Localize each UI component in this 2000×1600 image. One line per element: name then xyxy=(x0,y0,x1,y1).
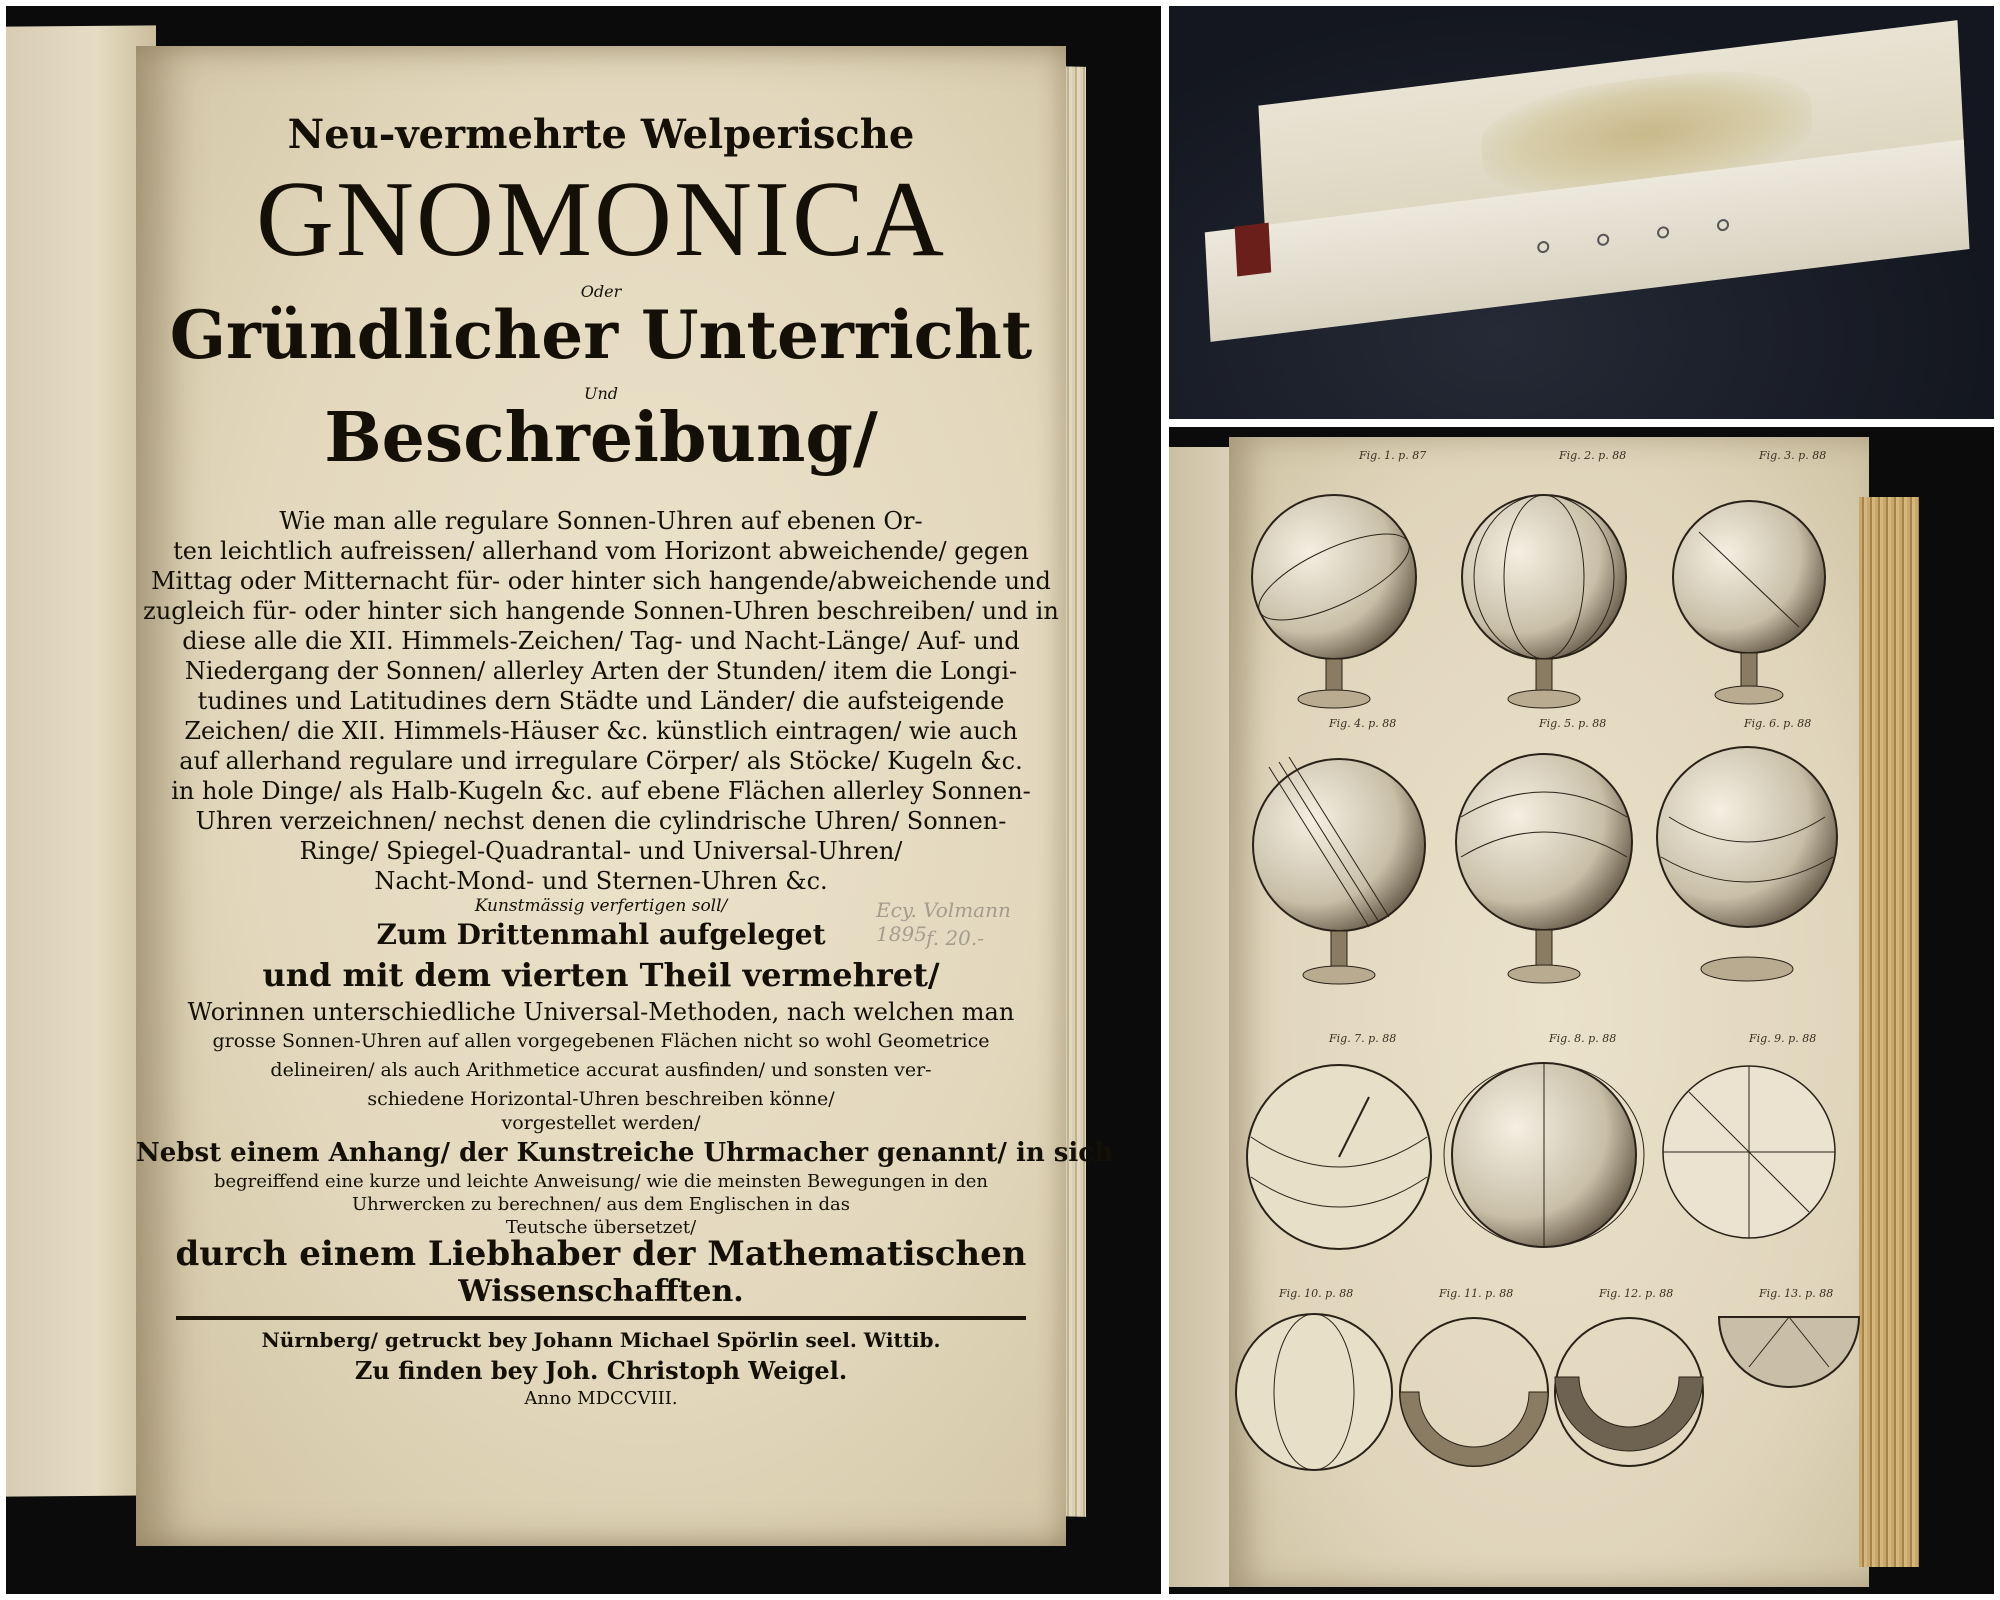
title-wissenschafften: Wissenschafften. xyxy=(458,1274,744,1309)
body-line: diese alle die XII. Himmels-Zeichen/ Tag- und Nacht-Länge/ Auf- und xyxy=(182,627,1020,655)
figure-label: Fig. 3. p. 88 xyxy=(1759,449,1827,462)
body-line: delineiren/ als auch Arithmetice accurat ausfinden/ und sonsten ver- xyxy=(270,1059,932,1081)
dial-fig-13 xyxy=(1719,1317,1859,1387)
body-line: Niedergang der Sonnen/ allerley Arten der Stunden/ item die Longi- xyxy=(184,657,1018,685)
globe-fig-5 xyxy=(1456,754,1632,983)
title-und: Und xyxy=(583,384,619,403)
figure-label: Fig. 9. p. 88 xyxy=(1749,1032,1817,1045)
imprint-year: Anno MDCCVIII. xyxy=(524,1388,678,1409)
title-description-3 xyxy=(136,1170,1066,1239)
globe-fig-6 xyxy=(1657,747,1837,981)
title-drittenmahl: Zum Drittenmahl aufgeleget xyxy=(376,918,826,951)
body-line: schiedene Horizontal-Uhren beschreiben könne/ xyxy=(367,1088,835,1110)
title-grundlicher-unterricht: Gründlicher Unterricht xyxy=(169,296,1033,374)
body-line: zugleich für- oder hinter sich hangende Sonnen-Uhren beschreiben/ und in xyxy=(143,597,1059,625)
body-line: grosse Sonnen-Uhren auf allen vorgegebenen Flächen nicht so wohl Geometrice xyxy=(212,1030,990,1052)
body-line: Worinnen unterschiedliche Universal-Methoden, nach welchen man xyxy=(187,998,1015,1026)
title-page xyxy=(136,46,1114,1546)
dial-fig-8 xyxy=(1444,1063,1644,1247)
title-line-neu-vermehrte: Neu-vermehrte Welperische xyxy=(287,111,915,158)
figure-label: Fig. 4. p. 88 xyxy=(1329,717,1397,730)
imprint-nurnberg: Nürnberg/ getruckt bey Johann Michael Spörlin seel. Wittib. xyxy=(261,1328,941,1352)
title-kunstmassig: Kunstmässig verfertigen soll/ xyxy=(474,896,728,916)
title-anhang: Nebst einem Anhang/ der Kunstreiche Uhrmacher genannt/ in sich xyxy=(136,1138,1114,1168)
title-liebhaber: durch einem Liebhaber der Mathematischen xyxy=(175,1234,1027,1274)
body-line: tudines und Latitudines dern Städte und Länder/ die aufsteigende xyxy=(197,687,1005,715)
pencil-price: f. 20.- xyxy=(926,926,984,950)
title-vierten-theil: und mit dem vierten Theil vermehret/ xyxy=(262,956,940,994)
dial-fig-11 xyxy=(1400,1318,1548,1466)
body-line: Teutsche übersetzet/ xyxy=(505,1217,697,1238)
body-line: Uhren verzeichnen/ nechst denen die cylindrische Uhren/ Sonnen- xyxy=(195,807,1007,835)
globe-engravings xyxy=(1229,437,1869,1587)
dial-fig-10 xyxy=(1236,1314,1392,1470)
title-gnomonica: GNOMONICA xyxy=(256,160,946,279)
figure-label: Fig. 5. p. 88 xyxy=(1539,717,1607,730)
figure-label: Fig. 13. p. 88 xyxy=(1759,1287,1834,1300)
body-line: ten leichtlich aufreissen/ allerhand vom Horizont abweichende/ gegen xyxy=(173,537,1029,565)
body-line: Nacht-Mond- und Sternen-Uhren &c. xyxy=(374,867,828,895)
body-line: Mittag oder Mitternacht für- oder hinter sich hangende/abweichende und xyxy=(151,567,1051,595)
figure-label: Fig. 11. p. 88 xyxy=(1439,1287,1514,1300)
body-line: Uhrwercken zu berechnen/ aus dem Englischen in das xyxy=(352,1194,850,1215)
globe-fig-2 xyxy=(1462,495,1626,708)
body-line: auf allerhand regulare und irregulare Cörper/ als Stöcke/ Kugeln &c. xyxy=(179,747,1023,775)
dial-fig-9 xyxy=(1663,1066,1835,1238)
body-line: begreiffend eine kurze und leichte Anweisung/ wie die meinsten Bewegungen in den xyxy=(213,1171,989,1192)
body-line: Wie man alle regulare Sonnen-Uhren auf ebenen Or- xyxy=(279,507,923,535)
title-oder: Oder xyxy=(580,282,622,301)
figure-label: Fig. 1. p. 87 xyxy=(1359,449,1427,462)
globe-fig-1 xyxy=(1248,495,1420,708)
imprint-weigel: Zu finden bey Joh. Christoph Weigel. xyxy=(354,1356,848,1385)
body-line: Ringe/ Spiegel-Quadrantal- und Universal-Uhren/ xyxy=(299,837,903,865)
globe-fig-3 xyxy=(1673,501,1825,704)
figure-label: Fig. 12. p. 88 xyxy=(1599,1287,1674,1300)
title-description-2 xyxy=(136,998,1066,1114)
figure-label: Fig. 10. p. 88 xyxy=(1279,1287,1354,1300)
closed-book-photo xyxy=(1169,6,1994,419)
pencil-annotation: Ecy. Volmann 1895 xyxy=(876,898,1011,946)
figure-label: Fig. 7. p. 88 xyxy=(1329,1032,1397,1045)
globe-fig-4 xyxy=(1253,757,1425,984)
body-line: in hole Dinge/ als Halb-Kugeln &c. auf ebene Flächen allerley Sonnen- xyxy=(171,777,1031,805)
figure-label: Fig. 2. p. 88 xyxy=(1559,449,1627,462)
figure-label: Fig. 6. p. 88 xyxy=(1744,717,1812,730)
dial-fig-7 xyxy=(1247,1065,1431,1249)
figure-label: Fig. 8. p. 88 xyxy=(1549,1032,1617,1045)
left-blank-page xyxy=(6,25,156,1496)
title-rule xyxy=(176,1316,1026,1320)
title-description xyxy=(136,506,1066,896)
title-vorgestellet: vorgestellet werden/ xyxy=(501,1112,701,1134)
body-line: Zeichen/ die XII. Himmels-Häuser &c. künstlich eintragen/ wie auch xyxy=(184,717,1018,745)
dial-fig-12 xyxy=(1555,1318,1703,1466)
title-beschreibung: Beschreibung/ xyxy=(324,398,878,478)
spine-label xyxy=(1235,223,1272,277)
title-page-photo xyxy=(6,6,1161,1594)
engraved-plate-photo xyxy=(1169,427,1994,1594)
